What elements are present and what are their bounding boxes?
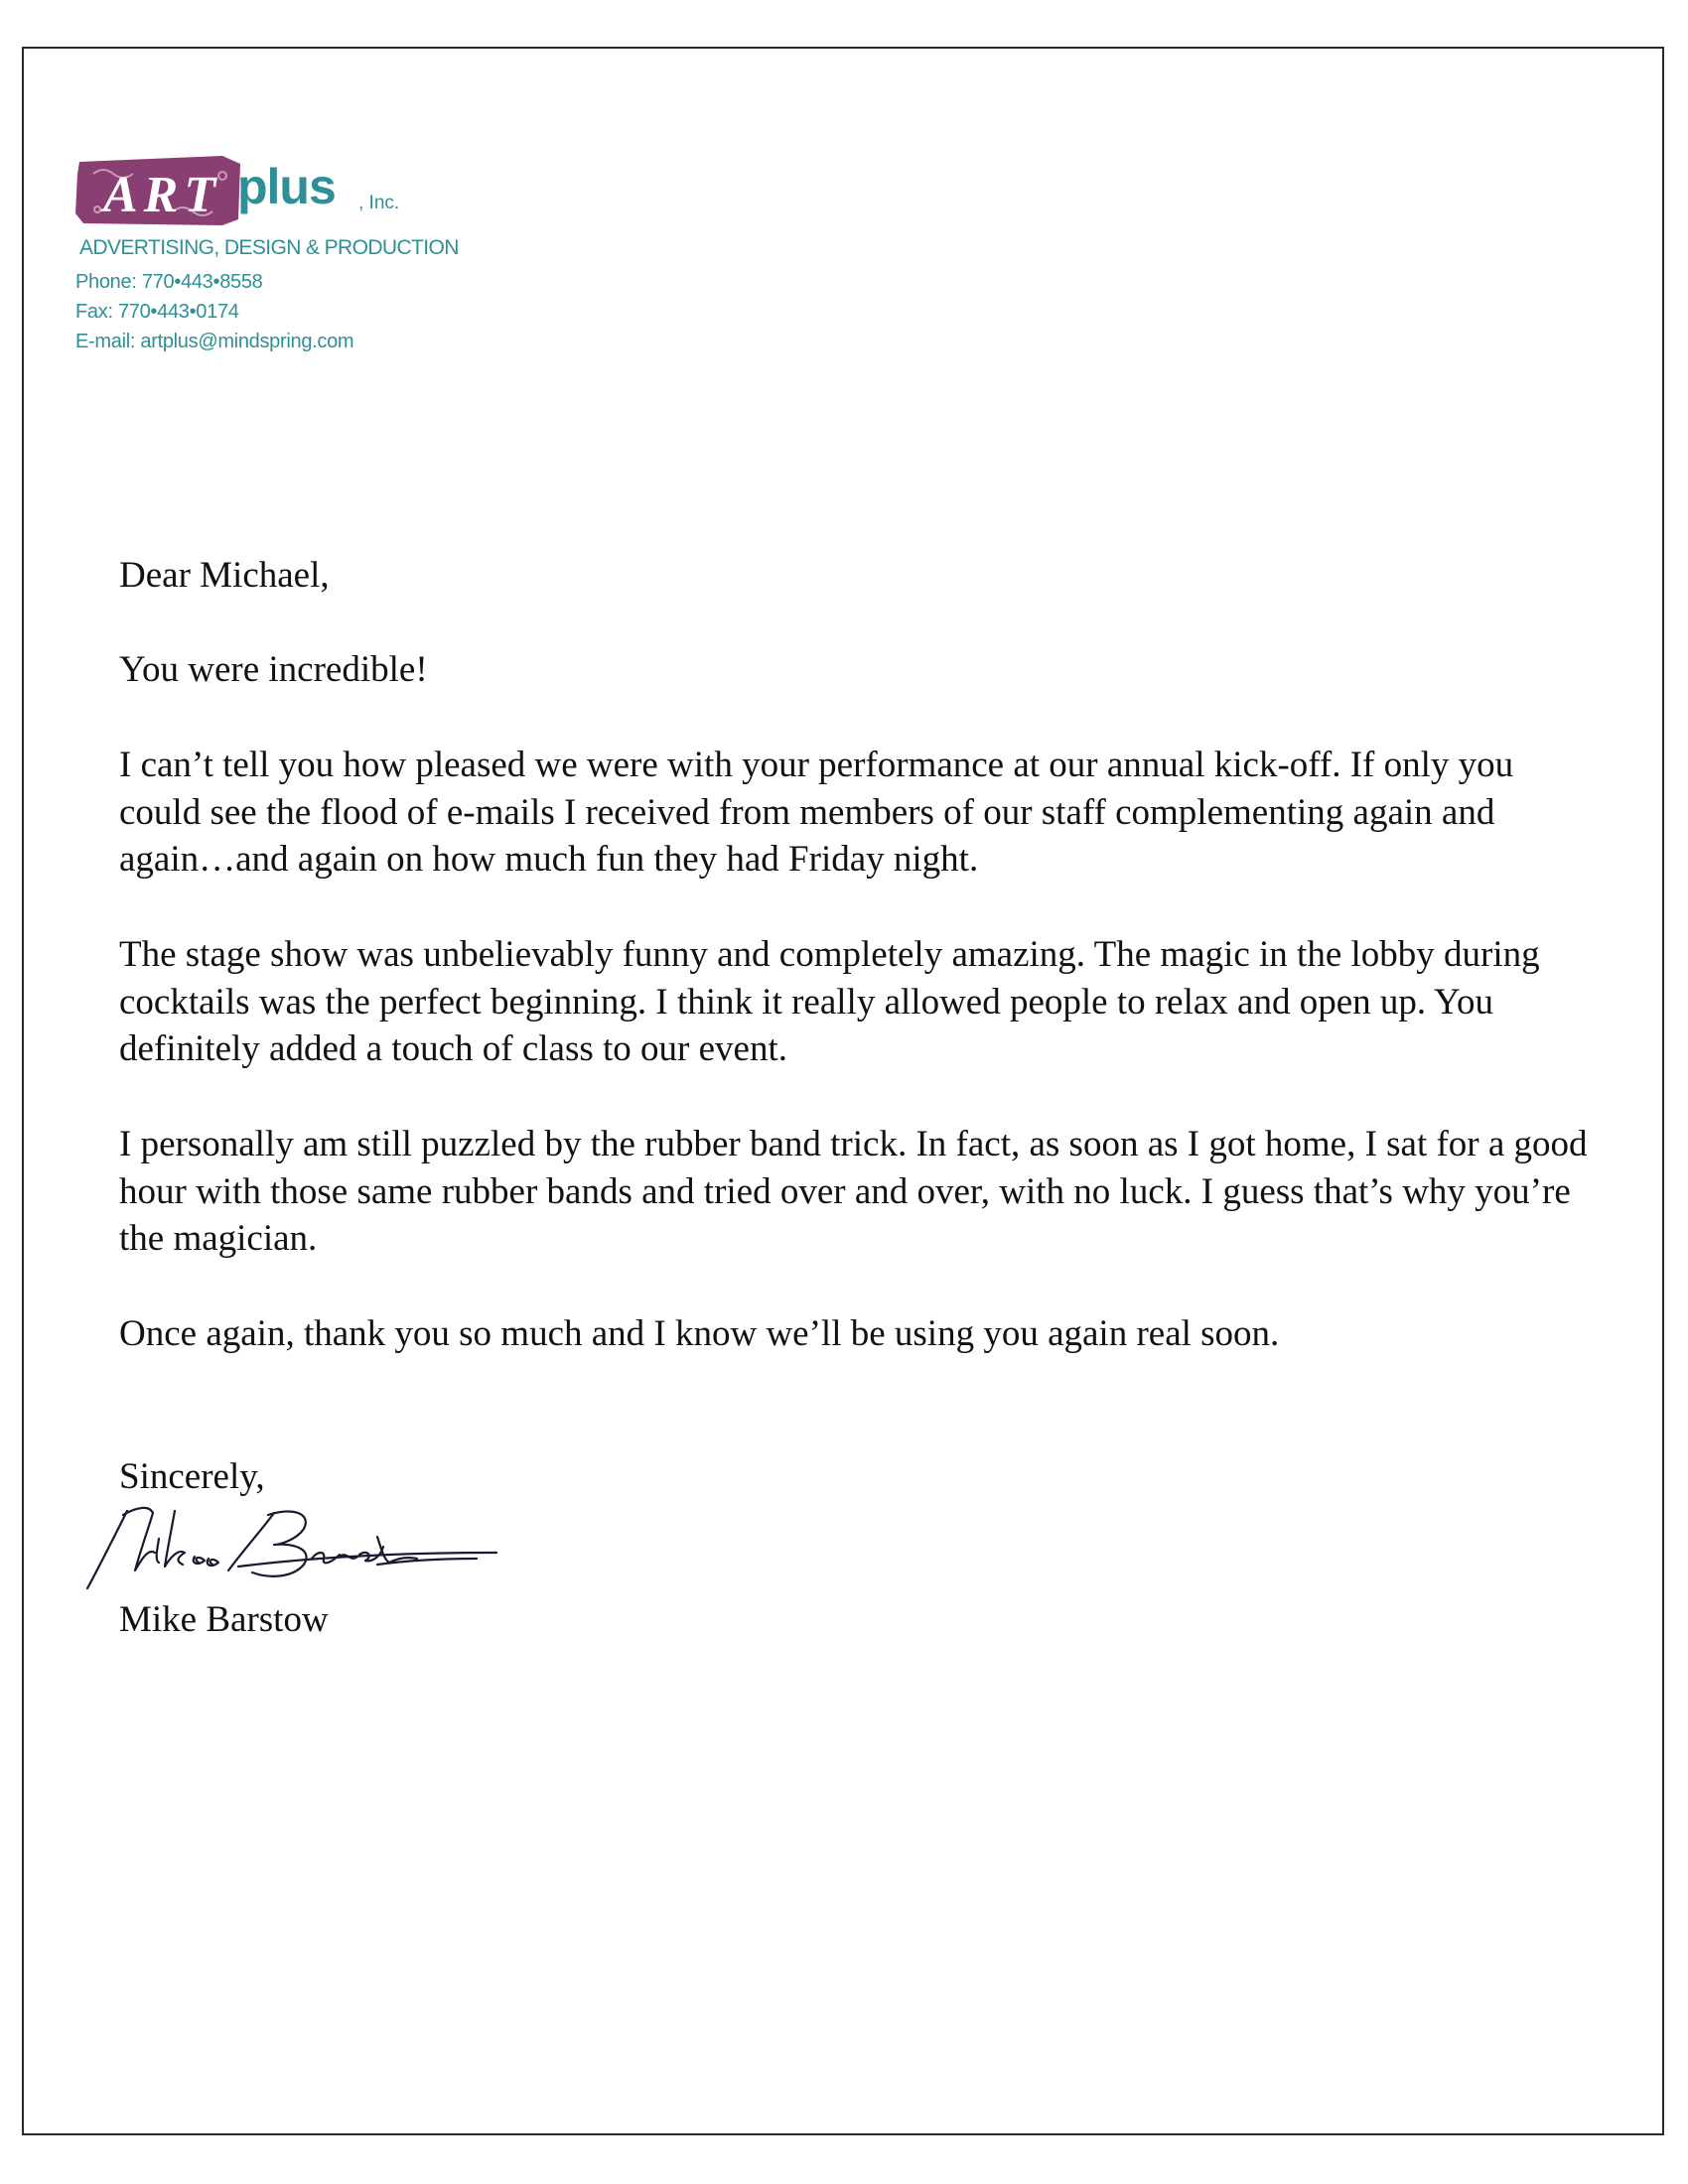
- paragraph-2: I can’t tell you how pleased we were with your performance at our annual kick-off. If only you could see the flood of e-mails I received from members of our staff complementing again and again…and again on how much fun they had Friday night.: [119, 745, 1514, 880]
- salutation: Dear Michael,: [119, 555, 330, 596]
- closing: Sincerely,: [119, 1456, 265, 1497]
- signer-name: Mike Barstow: [119, 1599, 329, 1640]
- fax-number: Fax: 770•443•0174: [75, 301, 239, 323]
- company-tagline: ADVERTISING, DESIGN & PRODUCTION: [79, 236, 459, 259]
- phone-number: Phone: 770•443•8558: [75, 271, 263, 293]
- email-address: E-mail: artplus@mindspring.com: [75, 331, 354, 352]
- paragraph-5: Once again, thank you so much and I know we’ll be using you again real soon.: [119, 1313, 1280, 1354]
- company-suffix: , Inc.: [358, 193, 400, 213]
- handwritten-signature: [79, 1497, 506, 1601]
- paragraph-3: The stage show was unbelievably funny and completely amazing. The magic in the lobby during cocktails was the perfect beginning. I think it really allowed people to relax and open up. You definitely added a touch of class to our event.: [119, 934, 1540, 1069]
- paragraph-4: I personally am still puzzled by the rubber band trick. In fact, as soon as I got home, I sat for a good hour with those same rubber bands and tried over and over, with no luck. I guess that’s why you’re the magician.: [119, 1124, 1588, 1259]
- letterhead: [73, 154, 471, 362]
- art-logo: [73, 154, 242, 227]
- company-word: plus: [237, 159, 336, 214]
- paragraph-1: You were incredible!: [119, 649, 428, 690]
- logo-text: ART: [103, 167, 222, 223]
